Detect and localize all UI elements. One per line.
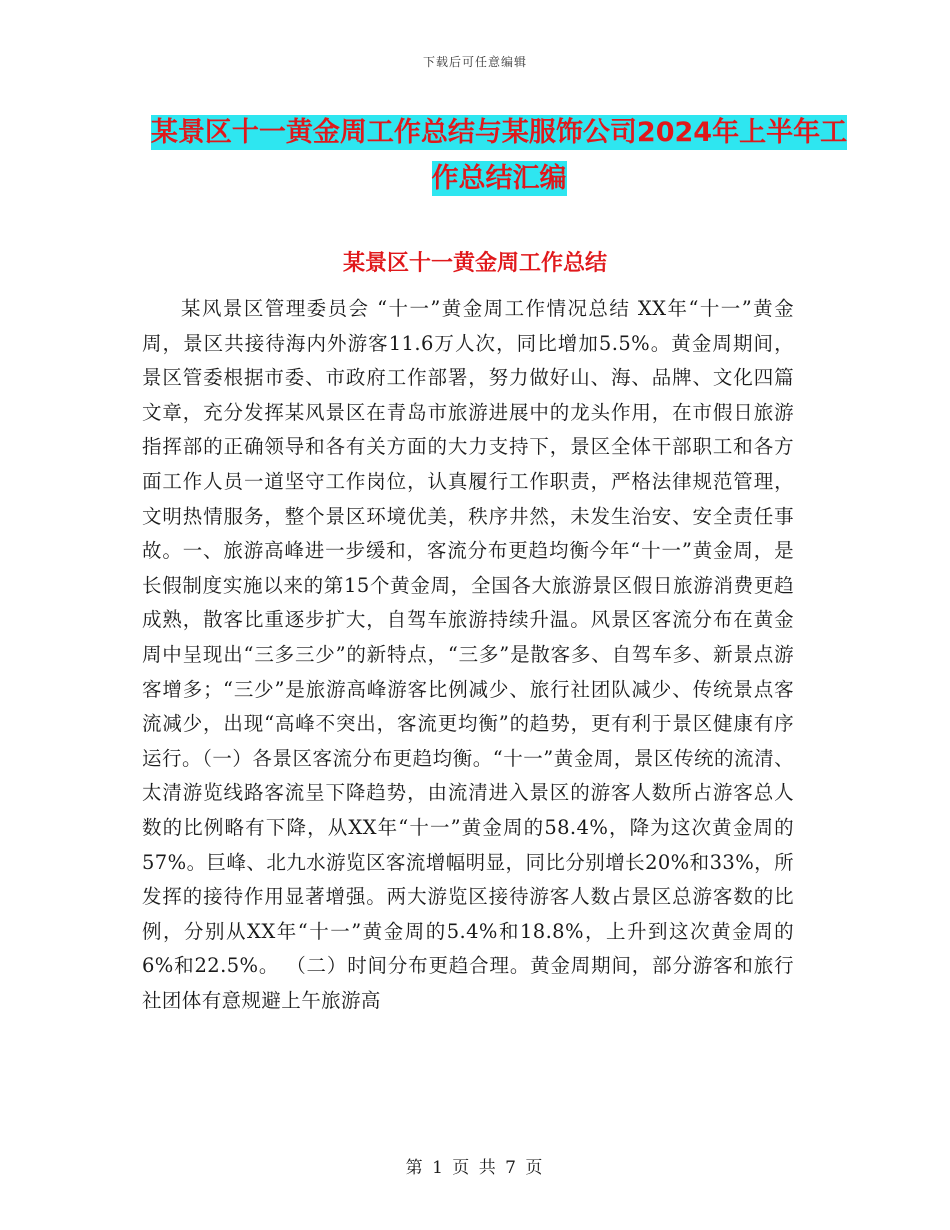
- body-paragraph: 某风景区管理委员会 “十一”黄金周工作情况总结 XX年“十一”黄金周，景区共接待海内外游客11.6万人次，同比增加5.5%。黄金周期间，景区管委根据市委、市政府工作部署，努力做好山、海、品牌、文化四篇文章，充分发挥某风景区在青岛市旅游进展中的龙头作用，在市假日旅游指挥部的正确领导和各有关方面的大力支持下，景区全体干部职工和各方面工作人员一道坚守工作岗位，认真履行工作职责，严格法律规范管理，文明热情服务，整个景区环境优美，秩序井然，未发生治安、安全责任事故。一、旅游高峰进一步缓和，客流分布更趋均衡今年“十一”黄金周，是长假制度实施以来的第15个黄金周，全国各大旅游景区假日旅游消费更趋成熟，散客比重逐步扩大，自驾车旅游持续升温。风景区客流分布在黄金周中呈现出“三多三少”的新特点，“三多”是散客多、自驾车多、新景点游客增多；“三少”是旅游高峰游客比例减少、旅行社团队减少、传统景点客流减少，出现“高峰不突出，客流更均衡”的趋势，更有利于景区健康有序运行。（一）各景区客流分布更趋均衡。“十一”黄金周，景区传统的流清、太清游览线路客流呈下降趋势，由流清进入景区的游客人数所占游客总人数的比例略有下降，从XX年“十一”黄金周的58.4%，降为这次黄金周的57%。巨峰、北九水游览区客流增幅明显，同比分别增长20%和33%，所发挥的接待作用显著增强。两大游览区接待游客人数占景区总游客数的比例，分别从XX年“十一”黄金周的5.4%和18.8%，上升到这次黄金周的6%和22.5%。 （二）时间分布更趋合理。黄金周期间，部分游客和旅行社团体有意规避上午旅游高: [142, 297, 794, 1012]
- section-title: 某景区十一黄金周工作总结: [342, 251, 607, 276]
- header-note: 下载后可任意编辑: [422, 55, 527, 69]
- document-title-text: 某景区十一黄金周工作总结与某服饰公司2024年上半年工作总结汇编: [150, 117, 848, 194]
- document-title: [140, 110, 858, 202]
- page-number-footer: 第 1 页 共 7 页: [405, 1158, 545, 1178]
